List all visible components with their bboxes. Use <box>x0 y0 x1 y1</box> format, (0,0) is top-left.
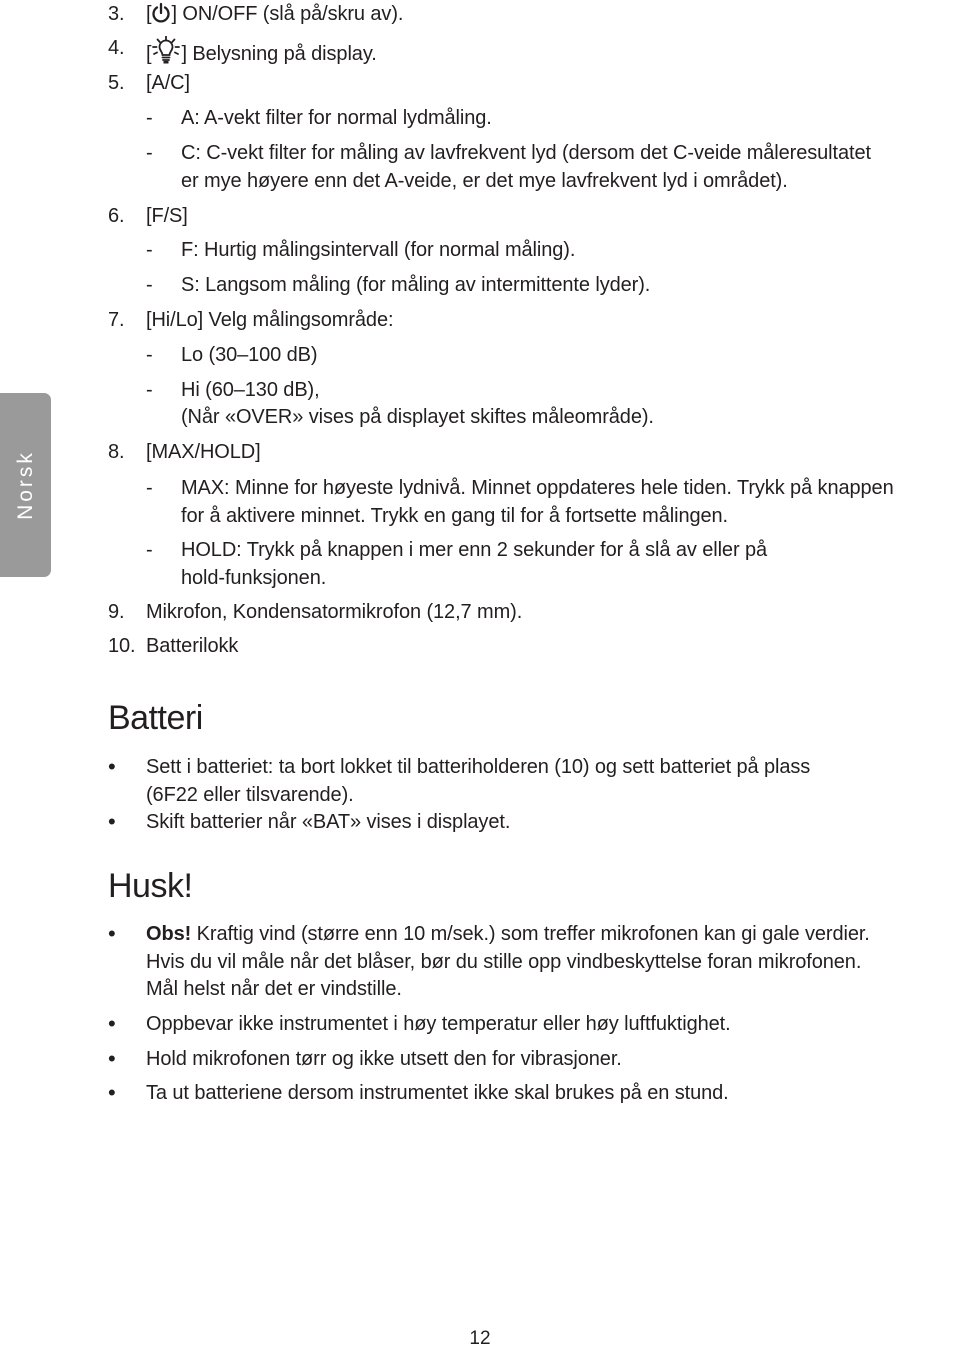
side-tab-label: Norsk <box>13 450 37 520</box>
item-number: 10. <box>108 635 136 657</box>
item-number: 3. <box>108 3 125 25</box>
power-icon <box>151 2 171 30</box>
item-number: 6. <box>108 205 125 227</box>
bullet-icon: • <box>108 754 116 779</box>
item-number: 8. <box>108 441 125 463</box>
sub-item-continuation: for å aktivere minnet. Trykk en gang til for å fortsette målingen. <box>181 505 728 527</box>
remember-heading: Husk! <box>108 867 193 905</box>
bullet-icon: • <box>108 1080 116 1105</box>
item-number: 4. <box>108 37 125 59</box>
item-number: 9. <box>108 601 125 623</box>
sub-item-continuation: (Når «OVER» vises på displayet skiftes måleområde). <box>181 406 654 428</box>
sub-item-continuation: hold-funksjonen. <box>181 567 327 589</box>
bullet-continuation: (6F22 eller tilsvarende). <box>146 784 354 806</box>
bullet-continuation: Hvis du vil måle når det blåser, bør du stille opp vindbeskyttelse foran mikrofonen. <box>146 951 862 973</box>
bullet-icon: • <box>108 1046 116 1071</box>
lightbulb-icon <box>151 36 181 70</box>
language-side-tab <box>0 393 51 577</box>
bullet-icon: • <box>108 809 116 834</box>
item-number: 7. <box>108 309 125 331</box>
bullet-icon: • <box>108 1011 116 1036</box>
battery-heading: Batteri <box>108 699 203 737</box>
bullet-icon: • <box>108 921 116 946</box>
page-number: 12 <box>469 1328 491 1349</box>
obs-label: Obs! <box>146 923 192 945</box>
item-number: 5. <box>108 72 125 94</box>
bullet-continuation: Mål helst når det er vindstille. <box>146 978 402 1000</box>
sub-item-continuation: er mye høyere enn det A-veide, er det mye lavfrekvent lyd i området). <box>181 170 788 192</box>
